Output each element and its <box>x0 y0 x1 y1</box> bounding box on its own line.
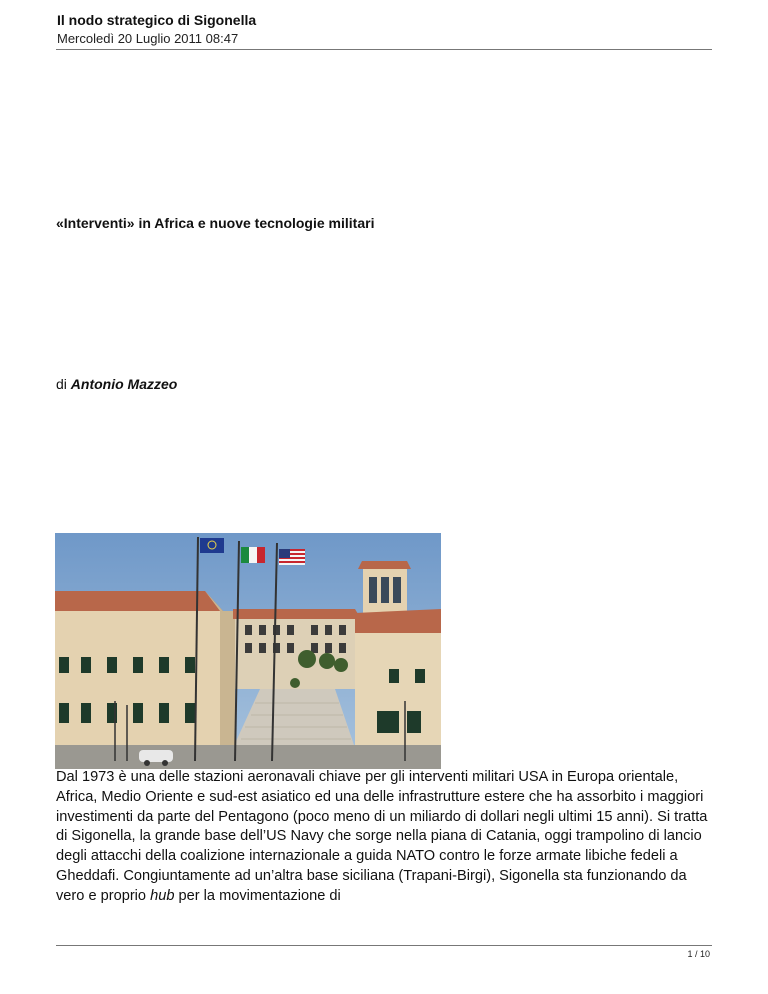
document-title: Il nodo strategico di Sigonella <box>57 12 257 28</box>
body-text-part2: per la movimentazione di <box>174 887 341 904</box>
footer-divider <box>56 945 712 946</box>
document-date: Mercoledì 20 Luglio 2011 08:47 <box>57 31 239 46</box>
author-name: Antonio Mazzeo <box>70 376 178 392</box>
sigonella-base-photo <box>55 533 441 769</box>
article-subtitle: «Interventi» in Africa e nuove tecnologie militari <box>56 215 375 231</box>
page-number: 1 / 10 <box>687 949 710 959</box>
byline <box>56 376 177 392</box>
header-divider <box>56 49 712 50</box>
article-body <box>56 768 716 907</box>
byline-prefix: di <box>56 376 71 392</box>
body-text-emphasis: hub <box>150 887 175 904</box>
body-text-part1: Dal 1973 è una delle stazioni aeronavali chiave per gli interventi militari USA in Europa orientale, Africa, Medio Oriente e sud-est asiatico ed una delle infrastrutture estere che ha assorbito i maggiori investimenti da parte del Pentagono (poco meno di un miliardo di dollari negli ultimi 15 anni). Si tratta di Sigonella, la grande base dell’US Navy che sorge nella piana di Catania, oggi trampolino di lancio degli attacchi della coalizione internazionale a guida NATO contro le forze armate libiche fedeli a Gheddafi. Congiuntamente ad un’altra base siciliana (Trapani-Birgi), Sigonella sta funzionando da vero e proprio <box>56 769 708 904</box>
